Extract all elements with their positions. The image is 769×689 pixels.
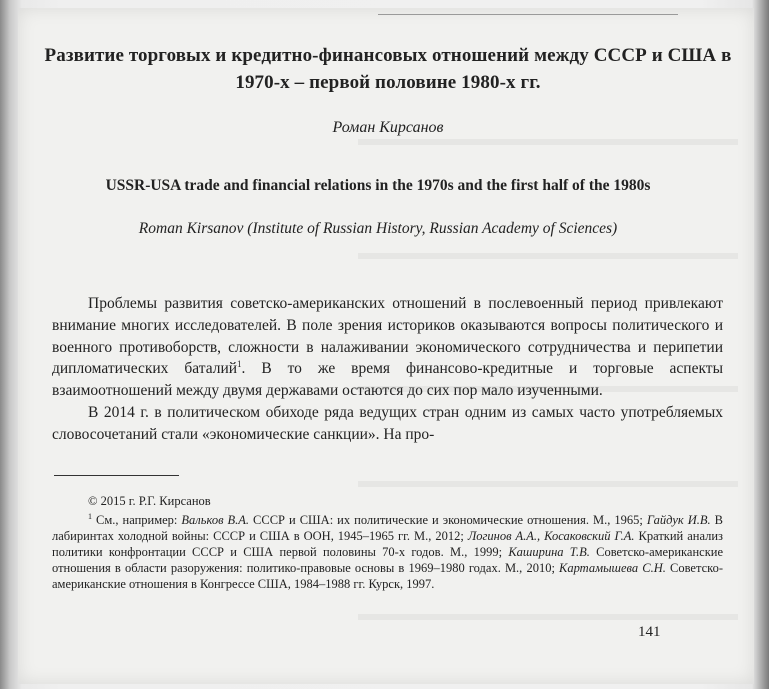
footnote-author: Каширина Т.В. xyxy=(508,545,590,559)
footnote-text: СССР и США: их политические и экономические отношения. М., 1965; xyxy=(249,513,647,527)
article-title-ru: Развитие торговых и кредитно-финансовых отношений между СССР и США в 1970-х – первой половине 1980-х гг. xyxy=(44,45,732,93)
header-rule xyxy=(378,14,678,15)
footnote-text: См., например: xyxy=(92,513,182,527)
footnote-separator xyxy=(54,475,179,476)
article-title-en: USSR-USA trade and financial relations in the 1970s and the first half of the 1980s xyxy=(105,177,651,194)
body-paragraph-1 xyxy=(52,293,723,402)
article-body xyxy=(52,293,723,446)
body-paragraph-2: В 2014 г. в политическом обиходе ряда ведущих стран одним из самых часто употребляемых словосочетаний стали «экономические санкции». На про- xyxy=(52,403,723,443)
footnote-1 xyxy=(52,512,723,592)
footnote-mark: 1 xyxy=(88,511,92,521)
footnote-author: Вальков В.А. xyxy=(181,513,250,527)
footnote-text: Советско-американские отношения в области разоружения: политико-правовые основы в 1969–1980 годах. М., 2010; xyxy=(52,545,724,575)
author-name-ru: Роман Кирсанов xyxy=(332,119,444,136)
footnote-text: Советско-американские отношения в Конгрессе США, 1984–1988 гг. Курск, 1997. xyxy=(52,561,723,591)
page-number: 141 xyxy=(638,624,661,640)
footnote-text: В лабиринтах холодной войны: СССР и США в ООН, 1945–1965 гг. М., 2012; xyxy=(52,513,724,543)
footnote-author: Картамышева С.Н. xyxy=(559,561,666,575)
paragraph-1-text: Проблемы развития советско-американских отношений в послевоенный период привлекают внимание многих исследователей. В поле зрения историков оказываются вопросы политического и военного противоборств, сложности в налаживании экономического сотрудничества и перипетии дипломатических баталий xyxy=(52,295,723,378)
paragraph-1-tail: . В то же время финансово-кредитные и торговые аспекты взаимоотношений между двумя державами остаются до сих пор мало изученными. xyxy=(52,360,723,400)
footnote-text: Краткий анализ политики конфронтации СССР и США первой половины 70-х годов. М., 1999; xyxy=(52,529,723,559)
footnote-author: Логинов А.А., Косаковский Г.А. xyxy=(467,529,635,543)
footnote-author: Гайдук И.В. xyxy=(646,513,711,527)
footnote-1-text xyxy=(52,512,723,592)
author-affiliation-en: Roman Kirsanov (Institute of Russian History, Russian Academy of Sciences) xyxy=(138,220,618,237)
book-page xyxy=(18,8,754,684)
copyright-notice: © 2015 г. Р.Г. Кирсанов xyxy=(88,494,211,508)
footnote-reference: 1 xyxy=(237,359,242,370)
